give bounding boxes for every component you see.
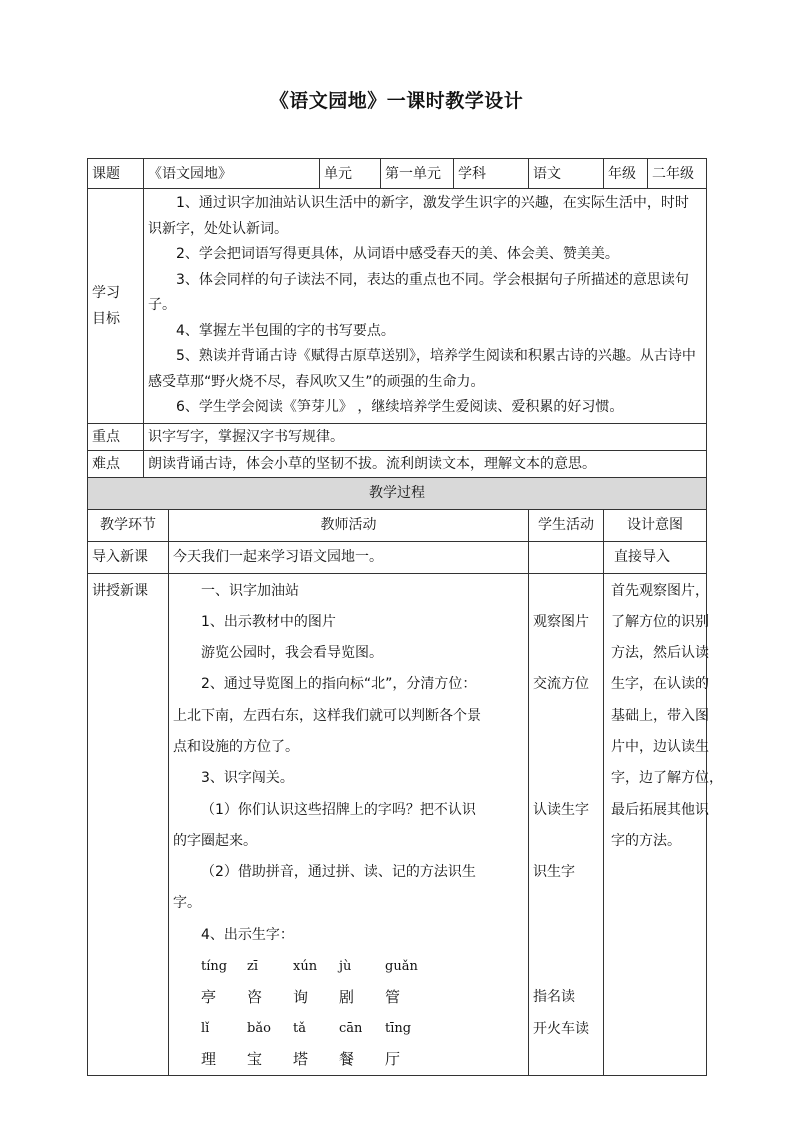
teacher-line: 的字圈起来。 — [173, 832, 257, 849]
subject-label: 学科 — [454, 159, 529, 189]
col-stage-header: 教学环节 — [88, 509, 169, 541]
key-row — [88, 423, 707, 450]
pinyin: zī — [247, 959, 259, 975]
goal-item: 6、学生学会阅读《笋芽儿》 ，继续培养学生爱阅读、爱积累的好习惯。 — [176, 399, 624, 415]
unit-label: 单元 — [320, 159, 381, 189]
goals-label-line1: 学习 — [92, 284, 120, 301]
subject-value: 语文 — [529, 159, 604, 189]
teacher-line: 上北下南，左西右东，这样我们就可以判断各个景 — [173, 707, 481, 724]
teacher-line: 游览公园时，我会看导览图。 — [201, 645, 383, 662]
pinyin-row-1 — [173, 951, 524, 982]
new-char: 宝 — [247, 1050, 263, 1069]
intent-line: 方法，然后认读 — [611, 645, 709, 662]
student-line: 识生字 — [533, 864, 575, 881]
intent-line: 基础上，带入图 — [611, 707, 709, 724]
char-row-2 — [173, 1044, 524, 1075]
intro-stage: 导入新课 — [88, 541, 169, 573]
student-line: 观察图片 — [533, 613, 589, 630]
student-line: 开火车读 — [533, 1020, 589, 1037]
teacher-line: （2）借助拼音，通过拼、读、记的方法识生 — [201, 864, 476, 881]
pinyin: tíng — [201, 959, 228, 975]
teacher-line: 一、识字加油站 — [201, 582, 299, 599]
intent-line: 字，边了解方位， — [611, 770, 723, 787]
lecture-teacher — [169, 573, 529, 1076]
grade-label: 年级 — [604, 159, 648, 189]
teacher-line: 2、通过导览图上的指向标“北”，分清方位： — [201, 676, 477, 693]
new-char: 剧 — [339, 988, 355, 1007]
student-line: 交流方位 — [533, 676, 589, 693]
new-char: 亭 — [201, 988, 217, 1007]
goal-item: 1、通过识字加油站认识生活中的新字，激发学生识字的兴趣，在实际生活中，时时识新字，处处认新词。 — [148, 195, 689, 237]
new-char: 询 — [293, 988, 309, 1007]
blank-line — [533, 638, 599, 669]
teacher-line: 点和设施的方位了。 — [173, 738, 299, 755]
difficulty-value: 朗读背诵古诗，体会小草的坚韧不拔。流利朗读文本，理解文本的意思。 — [144, 450, 707, 477]
goals-content — [144, 189, 707, 424]
col-student-header: 学生活动 — [529, 509, 604, 541]
intro-row — [88, 541, 707, 573]
difficulty-label: 难点 — [88, 450, 144, 477]
key-label: 重点 — [88, 423, 144, 450]
intro-student — [529, 541, 604, 573]
new-char: 咨 — [247, 988, 263, 1007]
intent-line: 片中，边认读生 — [611, 738, 709, 755]
blank-line — [533, 701, 599, 732]
pinyin-row-2 — [173, 1013, 524, 1044]
new-char: 理 — [201, 1050, 217, 1069]
intro-teacher: 今天我们一起来学习语文园地一。 — [169, 541, 529, 573]
pinyin: tǎ — [293, 1021, 306, 1037]
goals-row — [88, 189, 707, 424]
teacher-line: 1、出示教材中的图片 — [201, 613, 336, 630]
blank-line — [533, 576, 599, 607]
unit-value: 第一单元 — [381, 159, 454, 189]
student-line: 认读生字 — [533, 801, 589, 818]
pinyin: bǎo — [247, 1021, 271, 1037]
header-row — [88, 159, 707, 189]
pinyin: cān — [339, 1021, 363, 1037]
teacher-line: 4、出示生字： — [201, 926, 294, 943]
teacher-line: （1）你们认识这些招牌上的字吗？把不认识 — [201, 801, 476, 818]
lecture-row — [88, 573, 707, 1076]
goals-label-line2: 目标 — [92, 310, 120, 327]
teacher-line: 字。 — [173, 895, 201, 912]
pinyin: tīng — [385, 1021, 412, 1037]
pinyin: lǐ — [201, 1021, 210, 1037]
intent-line: 最后拓展其他识 — [611, 801, 709, 818]
grade-value: 二年级 — [648, 159, 707, 189]
page-title: 《语文园地》一课时教学设计 — [269, 90, 524, 112]
new-char: 厅 — [385, 1050, 401, 1069]
pinyin: xún — [293, 959, 318, 975]
blank-line — [533, 732, 599, 763]
student-line: 指名读 — [533, 989, 575, 1006]
process-heading: 教学过程 — [88, 477, 707, 509]
new-char: 塔 — [293, 1050, 309, 1069]
intro-intent: 直接导入 — [604, 541, 707, 573]
blank-line — [533, 920, 599, 951]
lecture-stage — [88, 573, 169, 1076]
pinyin: jù — [339, 959, 352, 975]
intent-line: 首先观察图片， — [611, 582, 709, 599]
lesson-plan-table — [87, 158, 723, 1076]
intent-line: 了解方位的识别 — [611, 613, 709, 630]
goal-item: 4、掌握左半包围的字的书写要点。 — [176, 322, 395, 339]
blank-line — [533, 888, 599, 919]
col-intent-header: 设计意图 — [604, 509, 707, 541]
teacher-line: 3、识字闯关。 — [201, 770, 294, 787]
col-teacher-header: 教师活动 — [169, 509, 529, 541]
pinyin: guǎn — [385, 959, 418, 975]
goals-label — [88, 189, 144, 424]
blank-line — [533, 951, 599, 982]
intent-line: 生字，在认读的 — [611, 676, 709, 693]
char-row-1 — [173, 982, 524, 1013]
lecture-intent — [604, 573, 723, 1076]
goal-item: 2、学会把词语写得更具体，从词语中感受春天的美、体会美、赞美美。 — [176, 246, 619, 262]
goal-item: 3、体会同样的句子读法不同，表达的重点也不同。学会根据句子所描述的意思读句子。 — [148, 271, 689, 313]
blank-line — [533, 763, 599, 794]
intent-line: 字的方法。 — [611, 832, 681, 849]
difficulty-row — [88, 450, 707, 477]
new-char: 餐 — [339, 1050, 355, 1069]
process-heading-row — [88, 477, 707, 509]
lecture-student — [529, 573, 604, 1076]
goal-item: 5、熟读并背诵古诗《赋得古原草送别》，培养学生阅读和积累古诗的兴趣。从古诗中感受草那“野火烧不尽，春风吹又生”的顽强的生命力。 — [148, 348, 696, 390]
blank-line — [533, 826, 599, 857]
key-value: 识字写字，掌握汉字书写规律。 — [144, 423, 707, 450]
new-char: 管 — [385, 988, 401, 1007]
topic-value: 《语文园地》 — [144, 159, 320, 189]
process-columns-row — [88, 509, 707, 541]
lecture-stage-label: 讲授新课 — [92, 582, 148, 599]
topic-label: 课题 — [88, 159, 144, 189]
